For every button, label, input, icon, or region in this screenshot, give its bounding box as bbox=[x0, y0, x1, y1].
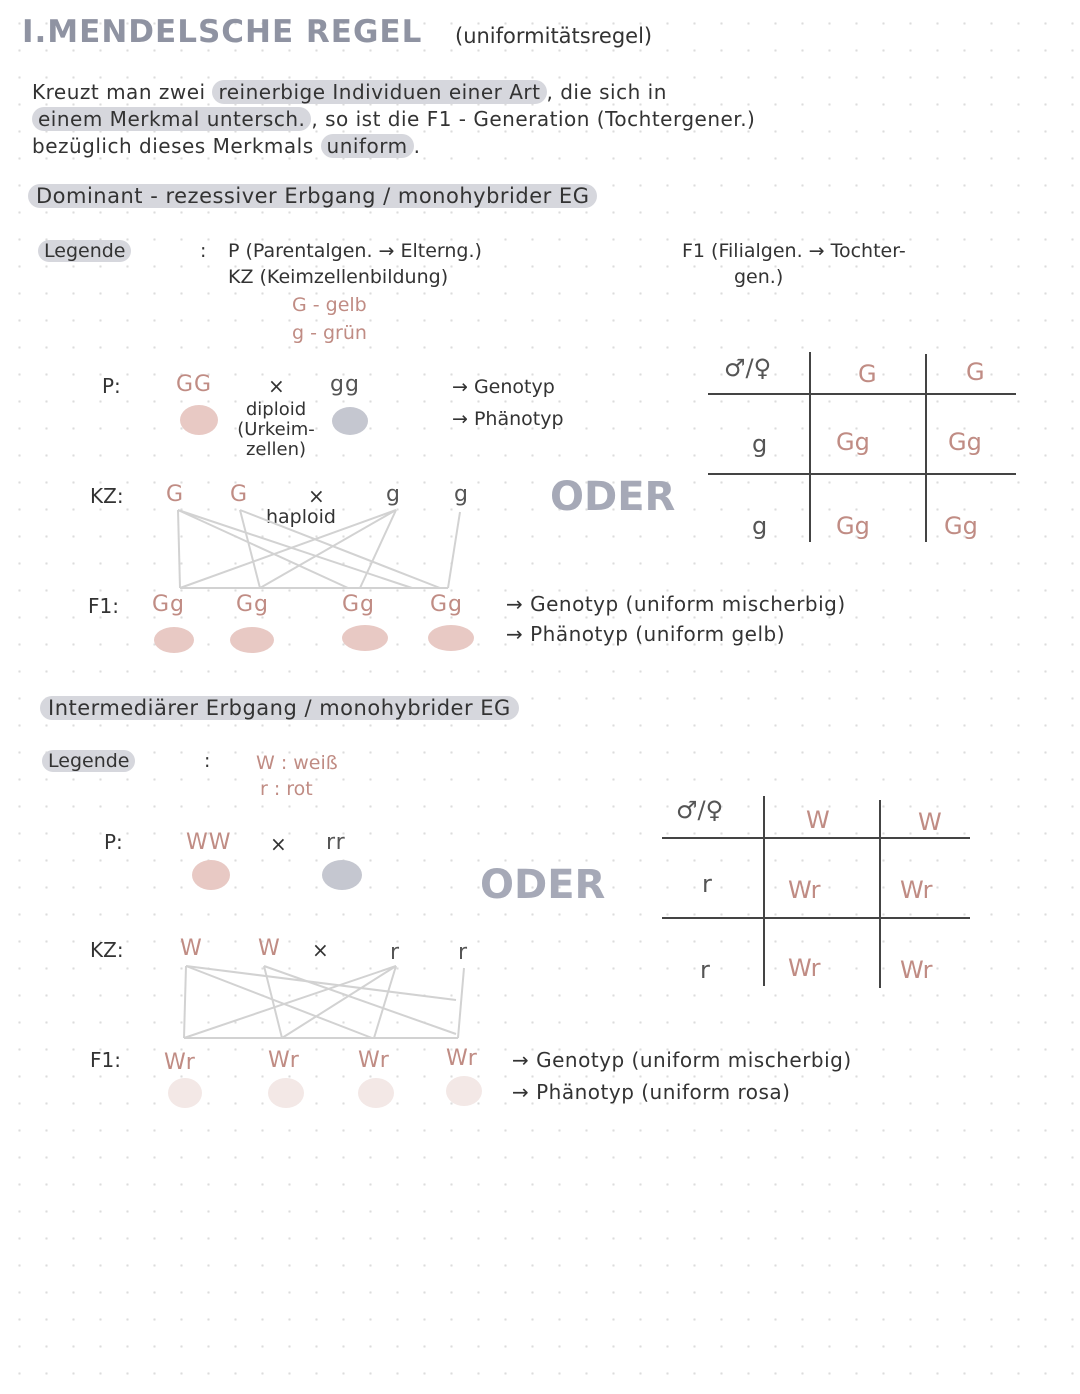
intermediate-gamete-2: W bbox=[258, 936, 281, 961]
punnett-cell: Gg bbox=[948, 428, 982, 456]
dominant-p-genotype-right: gg bbox=[330, 372, 360, 397]
intermediate-p-genotype-left: WW bbox=[186, 830, 232, 855]
intermediate-gamete-1: W bbox=[180, 936, 203, 961]
dominant-heading: Dominant - rezessiver Erbgang / monohybrider EG bbox=[28, 184, 597, 208]
dominant-f1-genotype-2: Gg bbox=[236, 592, 270, 617]
dominant-p-label: P: bbox=[102, 374, 121, 398]
intermediate-heading: Intermediärer Erbgang / monohybrider EG bbox=[40, 696, 519, 720]
dominant-gamete-1: G bbox=[166, 482, 185, 507]
dominant-kz-cross: × bbox=[308, 484, 325, 508]
dominant-f1-genotype-1: Gg bbox=[152, 592, 186, 617]
punnett-col-header: G bbox=[858, 360, 877, 388]
punnett-cell: Gg bbox=[836, 512, 870, 540]
intermediate-p-genotype-right: rr bbox=[326, 830, 346, 855]
legend-filial-cont: gen.) bbox=[734, 266, 784, 288]
arrow-genotype: → Genotyp bbox=[452, 376, 555, 398]
punnett-cell: Gg bbox=[836, 428, 870, 456]
legend-gruen: g - grün bbox=[292, 322, 367, 344]
intermediate-f1-genotype-3: Wr bbox=[358, 1048, 390, 1073]
punnett-row-header: g bbox=[752, 512, 768, 540]
diploid-text: diploid bbox=[245, 399, 307, 420]
legend-parental: P (Parentalgen. → Elterng.) bbox=[228, 240, 482, 262]
intermediate-punnett-grid bbox=[662, 796, 970, 988]
intermediate-p-cross: × bbox=[270, 832, 287, 856]
legend-filial: F1 (Filialgen. → Tochter- bbox=[682, 240, 906, 262]
dominant-p-genotype-left: GG bbox=[176, 372, 213, 397]
legend-colon: : bbox=[204, 750, 211, 772]
intermediate-kz-cross: × bbox=[312, 938, 329, 962]
dominant-kz-label: KZ: bbox=[90, 484, 124, 508]
intermediate-p-label: P: bbox=[104, 830, 123, 854]
punnett-row-header: g bbox=[752, 430, 768, 458]
dominant-f1-genotype-4: Gg bbox=[430, 592, 464, 617]
highlight-merkmal: einem Merkmal untersch. bbox=[32, 107, 311, 131]
punnett-col-header: W bbox=[918, 808, 942, 836]
arrow-phenotype: → Phänotyp bbox=[452, 408, 564, 430]
dominant-f1-phenotype-result: → Phänotyp (uniform gelb) bbox=[506, 622, 786, 646]
highlight-reinerbig: reinerbige Individuen einer Art bbox=[212, 80, 546, 104]
dominant-gamete-2: G bbox=[230, 482, 249, 507]
punnett-cell: Wr bbox=[788, 876, 821, 904]
dominant-oder: ODER bbox=[550, 474, 676, 520]
page-subtitle: (uniformitätsregel) bbox=[455, 24, 653, 48]
diploid-text: (Urkeim- bbox=[237, 419, 315, 440]
dominant-f1-genotype-result: → Genotyp (uniform mischerbig) bbox=[506, 592, 846, 616]
intermediate-f1-genotype-1: Wr bbox=[164, 1050, 196, 1075]
intro-text: , so ist die F1 - Generation (Tochtergener.) bbox=[311, 107, 756, 131]
intro-text: , die sich in bbox=[546, 80, 667, 104]
dominant-gamete-4: g bbox=[454, 482, 469, 507]
intermediate-f1-genotype-result: → Genotyp (uniform mischerbig) bbox=[512, 1048, 852, 1072]
legend-keimzellen: KZ (Keimzellenbildung) bbox=[228, 266, 449, 288]
punnett-col-header: G bbox=[966, 358, 985, 386]
punnett-cell: Wr bbox=[900, 956, 933, 984]
intermediate-f1-genotype-2: Wr bbox=[268, 1048, 300, 1073]
punnett-row-header: r bbox=[700, 956, 710, 984]
punnett-corner-sex-symbols: ♂/♀ bbox=[676, 796, 724, 824]
highlight-uniform: uniform bbox=[321, 134, 414, 158]
intermediate-gamete-cross-lines bbox=[184, 966, 464, 1038]
punnett-row-header: r bbox=[702, 870, 712, 898]
punnett-corner-sex-symbols: ♂/♀ bbox=[724, 354, 772, 382]
dominant-legend-label: Legende bbox=[38, 240, 131, 262]
intermediate-gamete-4: r bbox=[458, 940, 469, 965]
intermediate-f1-phenotype-result: → Phänotyp (uniform rosa) bbox=[512, 1080, 791, 1104]
dominant-f1-genotype-3: Gg bbox=[342, 592, 376, 617]
intermediate-kz-label: KZ: bbox=[90, 938, 124, 962]
dominant-gamete-3: g bbox=[386, 482, 401, 507]
intermediate-legend-label: Legende bbox=[42, 750, 135, 772]
intro-text: . bbox=[413, 134, 421, 158]
dominant-p-cross: × bbox=[268, 374, 285, 398]
intermediate-oder: ODER bbox=[480, 862, 606, 908]
intro-text: bezüglich dieses Merkmals bbox=[32, 134, 314, 158]
dominant-gamete-cross-lines bbox=[178, 510, 460, 588]
punnett-cell: Wr bbox=[900, 876, 933, 904]
dominant-f1-label: F1: bbox=[88, 594, 119, 618]
intermediate-gamete-3: r bbox=[390, 940, 401, 965]
haploid-note: haploid bbox=[266, 506, 336, 528]
legend-gelb: G - gelb bbox=[292, 294, 367, 316]
page-title: I.MENDELSCHE REGEL bbox=[22, 14, 423, 50]
punnett-cell: Gg bbox=[944, 512, 978, 540]
punnett-cell: Wr bbox=[788, 954, 821, 982]
intermediate-f1-label: F1: bbox=[90, 1048, 121, 1072]
legend-rot: r : rot bbox=[260, 778, 313, 800]
diploid-text: zellen) bbox=[245, 439, 307, 460]
punnett-col-header: W bbox=[806, 806, 830, 834]
legend-colon: : bbox=[200, 240, 207, 262]
dominant-punnett-grid bbox=[708, 352, 1016, 542]
intro-text: Kreuzt man zwei bbox=[32, 80, 206, 104]
intermediate-f1-genotype-4: Wr bbox=[446, 1046, 478, 1071]
legend-weiss: W : weiß bbox=[256, 752, 338, 774]
